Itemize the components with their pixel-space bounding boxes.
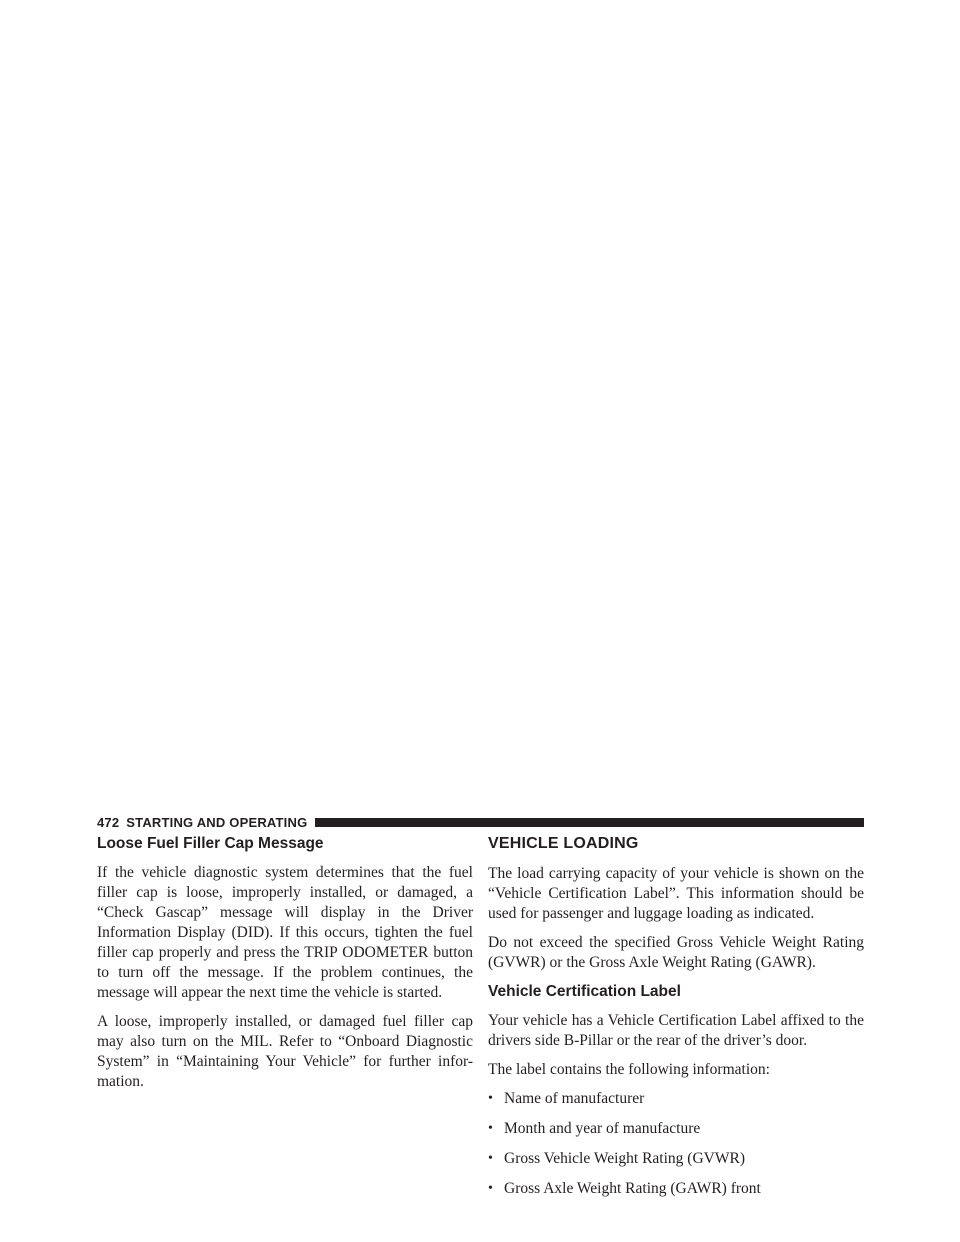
section-title: STARTING AND OPERATING [126, 814, 308, 830]
bullet-icon: • [488, 1151, 493, 1166]
fuel-cap-paragraph-2: A loose, improperly installed, or damaged fuel filler cap may also turn on the MIL. Refer to “Onboard Diagnostic System” in “Maintaining Your Vehicle” for further infor-mation. [97, 1013, 473, 1090]
certification-paragraph-2: The label contains the following information: [488, 1061, 770, 1078]
bullet-icon: • [488, 1121, 493, 1136]
fuel-cap-paragraph-1: If the vehicle diagnostic system determines that the fuel filler cap is loose, improperly installed, or damaged, a “Check Gascap” message will display in the Driver Information Display (DID). If this occurs, tighten the fuel filler cap properly and press the TRIP ODOMETER button to turn off the message. If the problem continues, the message will appear the next time the vehicle is started. [97, 864, 473, 1001]
bullet-icon: • [488, 1091, 493, 1106]
list-item [488, 1089, 864, 1109]
bullet-icon: • [488, 1181, 493, 1196]
list-item [488, 1149, 864, 1169]
right-column [488, 834, 864, 1209]
fuel-cap-heading: Loose Fuel Filler Cap Message [97, 835, 324, 852]
page-header [97, 814, 864, 830]
vehicle-loading-heading: VEHICLE LOADING [488, 835, 639, 852]
certification-paragraph-1: Your vehicle has a Vehicle Certification Label affixed to the drivers side B-Pillar or the rear of the driver’s door. [488, 1012, 864, 1049]
list-item [488, 1119, 864, 1139]
list-item-text: Gross Vehicle Weight Rating (GVWR) [504, 1150, 745, 1167]
list-item-text: Name of manufacturer [504, 1090, 645, 1107]
certification-label-heading: Vehicle Certification Label [488, 983, 681, 1000]
label-info-list [488, 1089, 864, 1199]
list-item-text: Gross Axle Weight Rating (GAWR) front [504, 1180, 761, 1197]
header-rule [315, 818, 864, 827]
vehicle-loading-paragraph-2: Do not exceed the specified Gross Vehicle Weight Rating (GVWR) or the Gross Axle Weight Rating (GAWR). [488, 934, 864, 971]
vehicle-loading-paragraph-1: The load carrying capacity of your vehicle is shown on the “Vehicle Certification Label”. This information should be used for passenger and luggage loading as indicated. [488, 865, 864, 922]
list-item [488, 1179, 864, 1199]
left-column [97, 834, 473, 1101]
list-item-text: Month and year of manufacture [504, 1120, 701, 1137]
page-number: 472 [97, 814, 120, 830]
